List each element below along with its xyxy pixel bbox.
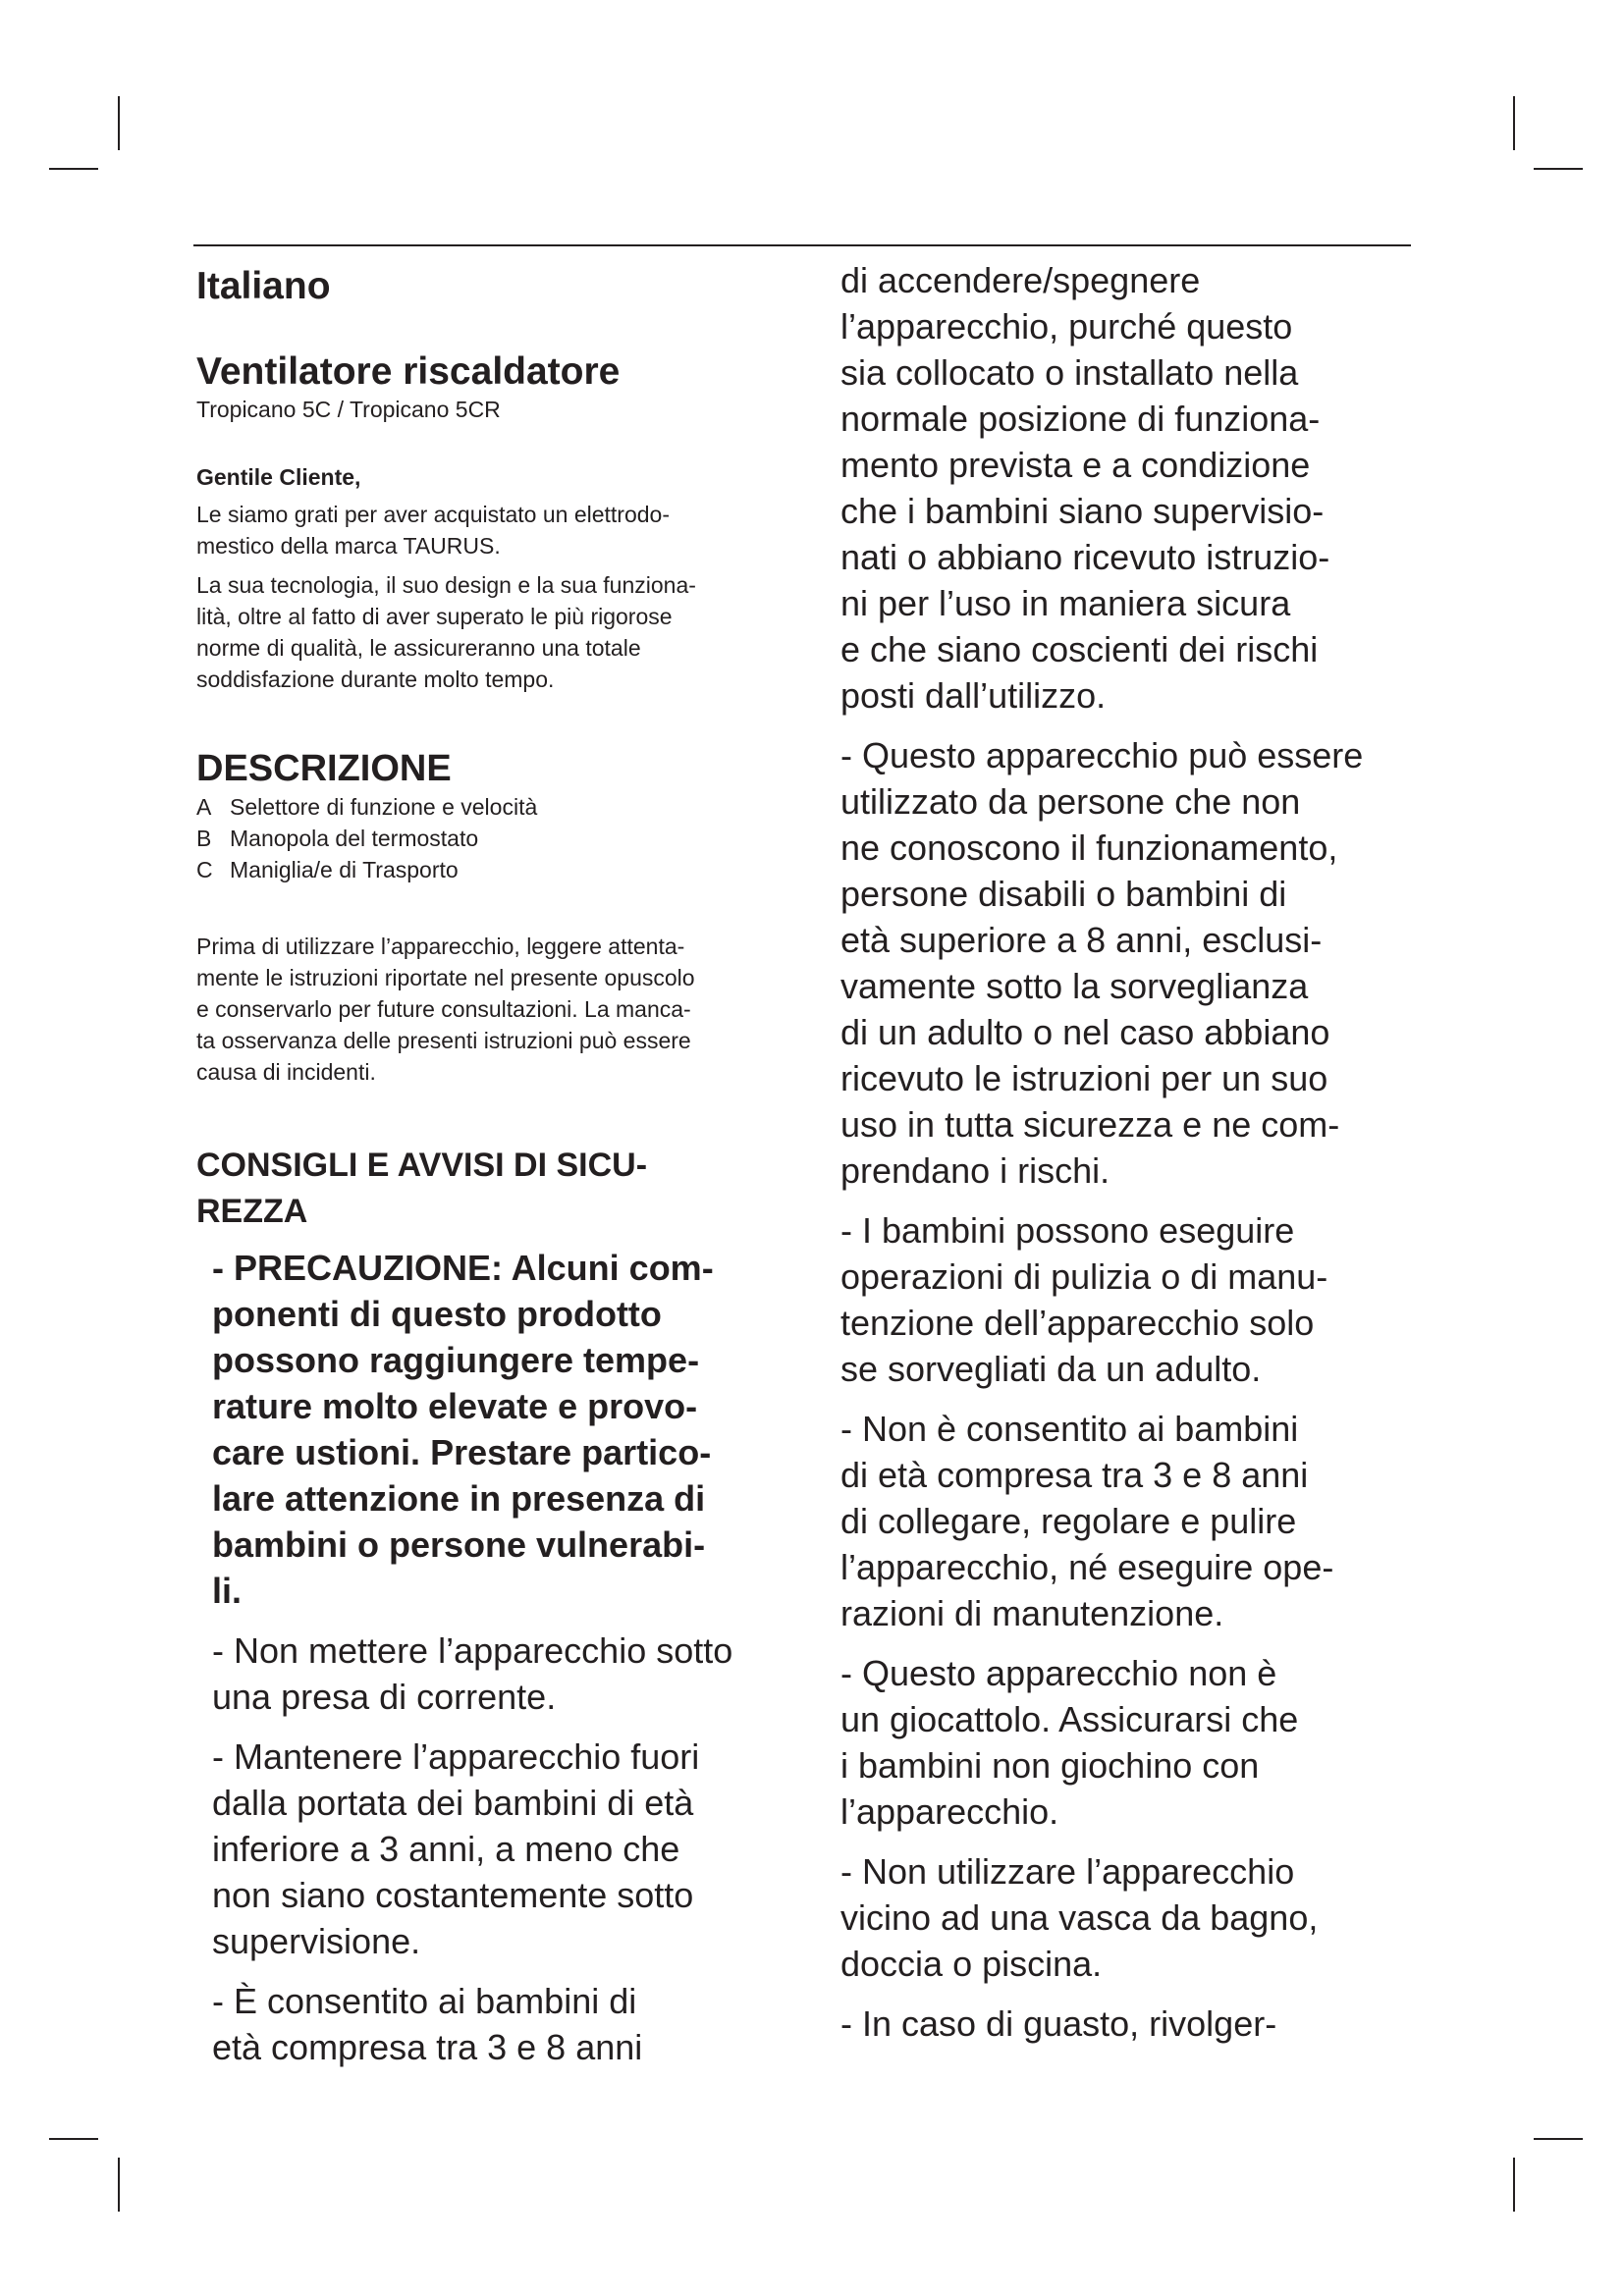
description-heading: DESCRIZIONE: [196, 748, 452, 789]
water-paragraph: [840, 1848, 1469, 1987]
text-line: vamente sotto la sorveglianza: [840, 966, 1309, 1006]
text-line: REZZA: [196, 1193, 308, 1230]
text-line: l’apparecchio, purché questo: [840, 306, 1293, 347]
text-line: posti dall’utilizzo.: [840, 675, 1107, 716]
persons-paragraph: [840, 732, 1469, 1194]
item-text: Maniglia/e di Trasporto: [230, 857, 459, 882]
text-line: rature molto elevate e provo-: [212, 1386, 698, 1426]
text-line: sia collocato o installato nella: [840, 352, 1299, 393]
intro-paragraph-2: [196, 569, 825, 695]
left-column: [196, 257, 825, 2084]
text-line: - Non è consentito ai bambini: [840, 1409, 1299, 1449]
header-rule: [193, 244, 1411, 246]
text-line: bambini o persone vulnerabi-: [212, 1524, 706, 1565]
text-line: prendano i rischi.: [840, 1150, 1110, 1191]
text-line: - In caso di guasto, rivolger-: [840, 2003, 1277, 2044]
not-allowed-paragraph: [840, 1406, 1469, 1636]
text-line: non siano costantemente sotto: [212, 1875, 694, 1915]
safety-heading: [196, 1143, 825, 1235]
text-line: Le siamo grati per aver acquistato un elettrodo-: [196, 502, 670, 527]
text-line: persone disabili o bambini di: [840, 874, 1287, 914]
text-line: - Non utilizzare l’apparecchio: [840, 1851, 1295, 1892]
text-line: care ustioni. Prestare partico-: [212, 1432, 712, 1472]
text-line: nati o abbiano ricevuto istruzio-: [840, 537, 1330, 577]
socket-warning: [212, 1628, 825, 1720]
continued-paragraph: [840, 257, 1469, 719]
text-line: - PRECAUZIONE: Alcuni com-: [212, 1248, 714, 1288]
text-line: mente le istruzioni riportate nel presente opuscolo: [196, 965, 695, 990]
text-line: inferiore a 3 anni, a meno che: [212, 1829, 680, 1869]
text-line: - Non mettere l’apparecchio sotto: [212, 1630, 733, 1671]
intro-paragraph-1: [196, 499, 825, 561]
text-line: di accendere/spegnere: [840, 260, 1201, 300]
caution-paragraph: [212, 1245, 825, 1614]
instructions-note: [196, 931, 825, 1088]
text-line: ponenti di questo prodotto: [212, 1294, 662, 1334]
text-line: dalla portata dei bambini di età: [212, 1783, 694, 1823]
language-heading: Italiano: [196, 265, 331, 307]
list-item: [196, 823, 825, 854]
text-line: l’apparecchio.: [840, 1791, 1059, 1832]
list-item: [196, 854, 825, 885]
text-line: e conservarlo per future consultazioni. La manca-: [196, 996, 691, 1022]
item-letter: A: [196, 794, 212, 820]
reach-warning: [212, 1734, 825, 1964]
text-line: età compresa tra 3 e 8 anni: [212, 2027, 643, 2067]
text-line: CONSIGLI E AVVISI DI SICU-: [196, 1147, 648, 1184]
text-line: soddisfazione durante molto tempo.: [196, 667, 555, 692]
text-line: di un adulto o nel caso abbiano: [840, 1012, 1330, 1052]
text-line: vicino ad una vasca da bagno,: [840, 1897, 1319, 1938]
text-line: supervisione.: [212, 1921, 421, 1961]
text-line: possono raggiungere tempe-: [212, 1340, 700, 1380]
children-allowed-paragraph: [212, 1978, 825, 2070]
item-letter: C: [196, 857, 213, 882]
text-line: doccia o piscina.: [840, 1944, 1103, 1984]
crop-mark-top-left-vertical: [118, 96, 120, 150]
text-line: - Mantenere l’apparecchio fuori: [212, 1736, 700, 1777]
crop-mark-bottom-left-vertical: [118, 2158, 120, 2212]
text-line: uso in tutta sicurezza e ne com-: [840, 1104, 1340, 1145]
text-line: ta osservanza delle presenti istruzioni può essere: [196, 1028, 691, 1053]
text-line: mento prevista e a condizione: [840, 445, 1311, 485]
text-line: e che siano coscienti dei rischi: [840, 629, 1319, 669]
text-line: età superiore a 8 anni, esclusi-: [840, 920, 1323, 960]
fault-paragraph: [840, 2001, 1469, 2047]
text-line: di età compresa tra 3 e 8 anni: [840, 1455, 1309, 1495]
text-line: norme di qualità, le assicureranno una totale: [196, 635, 641, 661]
text-line: causa di incidenti.: [196, 1059, 376, 1085]
model-names: Tropicano 5C / Tropicano 5CR: [196, 397, 501, 422]
description-list: [196, 791, 825, 885]
text-line: mestico della marca TAURUS.: [196, 533, 501, 559]
text-line: Prima di utilizzare l’apparecchio, leggere attenta-: [196, 934, 685, 959]
crop-mark-bottom-right-horizontal: [1534, 2138, 1583, 2140]
text-line: di collegare, regolare e pulire: [840, 1501, 1297, 1541]
text-line: se sorvegliati da un adulto.: [840, 1349, 1262, 1389]
crop-mark-bottom-left-horizontal: [49, 2138, 98, 2140]
crop-mark-bottom-right-vertical: [1513, 2158, 1515, 2212]
text-line: ne conoscono il funzionamento,: [840, 828, 1338, 868]
text-line: La sua tecnologia, il suo design e la sua funziona-: [196, 572, 696, 598]
item-letter: B: [196, 826, 212, 851]
crop-mark-top-right-vertical: [1513, 96, 1515, 150]
text-line: ni per l’uso in maniera sicura: [840, 583, 1291, 623]
product-title: Ventilatore riscaldatore: [196, 350, 621, 393]
toy-paragraph: [840, 1650, 1469, 1835]
text-line: lità, oltre al fatto di aver superato le più rigorose: [196, 604, 673, 629]
right-column: [840, 257, 1469, 2060]
text-line: li.: [212, 1571, 243, 1611]
crop-mark-top-left-horizontal: [49, 168, 98, 170]
text-line: una presa di corrente.: [212, 1677, 557, 1717]
text-line: utilizzato da persone che non: [840, 781, 1301, 822]
cleaning-paragraph: [840, 1207, 1469, 1392]
text-line: un giocattolo. Assicurarsi che: [840, 1699, 1299, 1739]
text-line: normale posizione di funziona-: [840, 399, 1321, 439]
text-line: ricevuto le istruzioni per un suo: [840, 1058, 1328, 1098]
list-item: [196, 791, 825, 823]
text-line: che i bambini siano supervisio-: [840, 491, 1325, 531]
text-line: tenzione dell’apparecchio solo: [840, 1303, 1315, 1343]
crop-mark-top-right-horizontal: [1534, 168, 1583, 170]
text-line: l’apparecchio, né eseguire ope-: [840, 1547, 1334, 1587]
greeting: Gentile Cliente,: [196, 464, 361, 490]
text-line: - È consentito ai bambini di: [212, 1981, 637, 2021]
item-text: Manopola del termostato: [230, 826, 479, 851]
text-line: - Questo apparecchio può essere: [840, 735, 1364, 775]
text-line: razioni di manutenzione.: [840, 1593, 1224, 1633]
text-line: - I bambini possono eseguire: [840, 1210, 1295, 1251]
item-text: Selettore di funzione e velocità: [230, 794, 538, 820]
text-line: lare attenzione in presenza di: [212, 1478, 706, 1519]
text-line: operazioni di pulizia o di manu-: [840, 1256, 1328, 1297]
text-line: - Questo apparecchio non è: [840, 1653, 1277, 1693]
text-line: i bambini non giochino con: [840, 1745, 1260, 1786]
